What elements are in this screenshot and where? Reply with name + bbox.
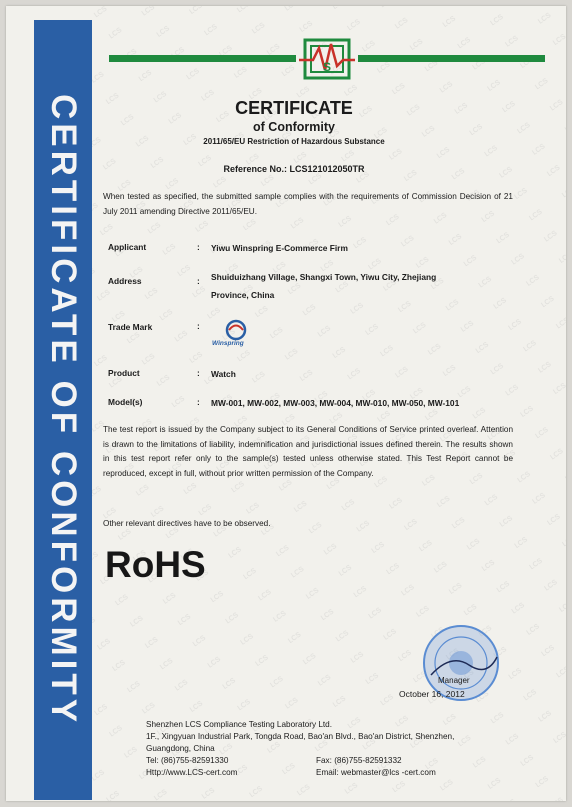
applicant-value: Yiwu Winspring E-Commerce Firm <box>211 243 348 253</box>
footer-tel: Tel: (86)755-82591330 <box>146 756 229 765</box>
certificate-title: CERTIFICATE <box>235 98 353 118</box>
models-label: Model(s) <box>108 397 143 407</box>
models-value: MW-001, MW-002, MW-003, MW-004, MW-010, MW-050, MW-101 <box>211 398 460 408</box>
address-line-2: Province, China <box>211 290 275 300</box>
terms-paragraph: The test report is issued by the Company subject to its General Conditions of Service printed overleaf. Attention is drawn to the limitations of liability, indemnification and jurisdictional issues defined therein. The results shown in this test report refer only to the sample(s) tested unless otherwise stated. This Test Report cannot be reproduced, except in full, without prior written permission of the Company. <box>103 425 513 478</box>
signatory-title: Manager <box>438 676 470 685</box>
certificate-subtitle: of Conformity <box>253 120 335 134</box>
footer-address-2: Guangdong, China <box>146 744 215 753</box>
footer-address-1: 1F., Xingyuan Industrial Park, Tongda Road, Bao'an Blvd., Bao'an District, Shenzhen, <box>146 732 455 741</box>
footer-email: Email: webmaster@lcs -cert.com <box>316 768 436 777</box>
sidebar-title: CERTIFICATE OF CONFORMITY <box>44 93 83 727</box>
lcs-logo-icon <box>299 36 355 82</box>
svg-text:S: S <box>322 60 332 74</box>
product-colon: : <box>197 368 200 378</box>
intro-paragraph: When tested as specified, the submitted sample complies with the requirements of Commission Decision of 21 July 2011 amending Directive 2011/65/EU. <box>103 192 513 216</box>
applicant-colon: : <box>197 242 200 252</box>
trademark-label: Trade Mark <box>108 322 153 332</box>
models-colon: : <box>197 397 200 407</box>
product-label: Product <box>108 368 140 378</box>
issue-date: October 16, 2012 <box>399 689 465 699</box>
header-bar-left <box>109 55 296 62</box>
rohs-mark: RoHS <box>105 544 206 585</box>
header-bar-right <box>358 55 545 62</box>
other-directives-note: Other relevant directives have to be observed. <box>103 519 271 528</box>
directive-line: 2011/65/EU Restriction of Hazardous Substance <box>203 137 385 146</box>
address-line-1: Shuiduizhang Village, Shangxi Town, Yiwu City, Zhejiang <box>211 272 437 282</box>
certificate-page <box>6 6 566 801</box>
footer-lab-name: Shenzhen LCS Compliance Testing Laboratory Ltd. <box>146 720 333 729</box>
product-value: Watch <box>211 369 236 379</box>
address-label: Address <box>108 276 142 286</box>
trademark-logo-text: Winspring <box>212 340 244 347</box>
footer-web: Http://www.LCS-cert.com <box>146 768 238 777</box>
footer-fax: Fax: (86)755-82591332 <box>316 756 402 765</box>
trademark-colon: : <box>197 321 200 331</box>
applicant-label: Applicant <box>108 242 147 252</box>
address-colon: : <box>197 276 200 286</box>
reference-number: Reference No.: LCS121012050TR <box>223 164 365 174</box>
